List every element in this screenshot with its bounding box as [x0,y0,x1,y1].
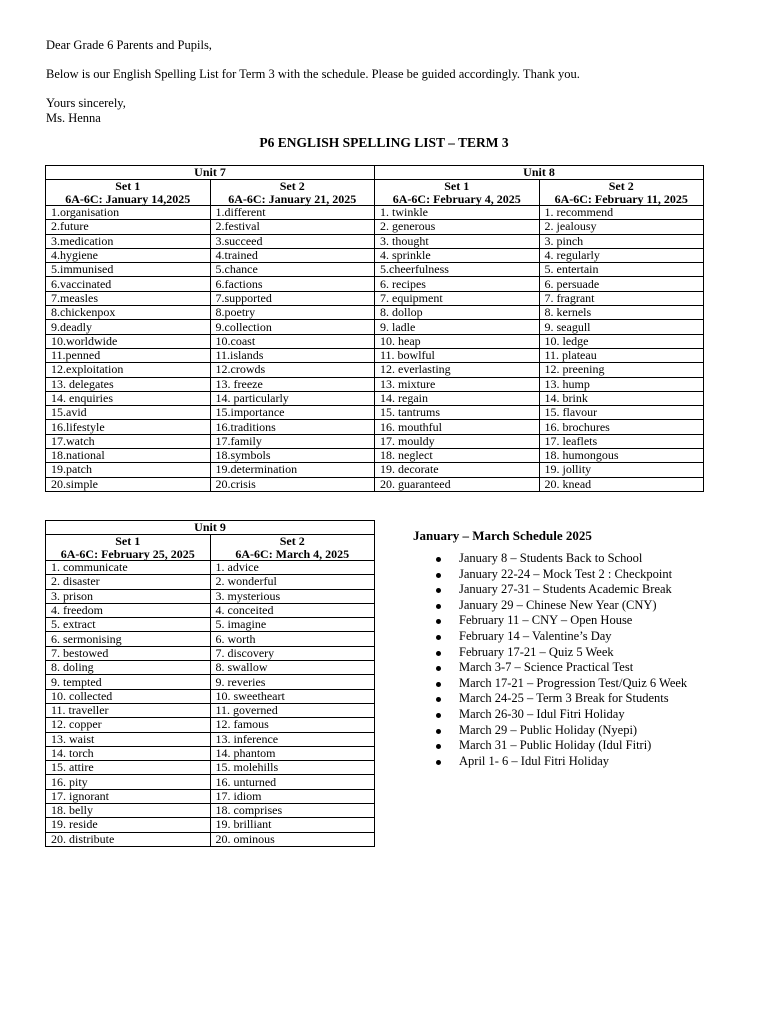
set-name: Set 2 [608,179,634,193]
schedule-list [430,551,730,769]
spelling-word: 11.penned [46,348,211,362]
spelling-word: 2.future [46,220,211,234]
table-row [46,818,375,832]
set-date: 6A-6C: February 11, 2025 [554,191,688,206]
spelling-word: 12. preening [539,363,704,377]
table-row [46,603,375,617]
spelling-word: 10. heap [375,334,540,348]
spelling-word: 15.avid [46,406,211,420]
spelling-word: 2.festival [210,220,375,234]
schedule-item-text: January 8 – Students Back to School [459,551,643,565]
spelling-table-units-7-8 [45,165,704,492]
spelling-word: 18.national [46,449,211,463]
spelling-word: 1.organisation [46,206,211,220]
set-header [46,180,211,206]
table-row [46,391,704,405]
table-row [46,761,375,775]
spelling-word: 12.exploitation [46,363,211,377]
schedule-item [430,754,730,770]
spelling-word: 15. molehills [210,761,375,775]
table-row [46,206,704,220]
bullet-icon [436,760,441,765]
table-row [46,420,704,434]
spelling-word: 5.cheerfulness [375,263,540,277]
schedule-item-text: April 1- 6 – Idul Fitri Holiday [459,753,609,768]
schedule-item-text: January 27-31 – Students Academic Break [459,582,672,597]
spelling-word: 5. extract [46,618,211,632]
table-row [46,363,704,377]
table-row [46,377,704,391]
spelling-word: 19. brilliant [210,818,375,832]
page-title: P6 ENGLISH SPELLING LIST – TERM 3 [259,135,509,150]
table-body [46,206,704,492]
table-row [46,832,375,846]
schedule-item-text: February 11 – CNY – Open House [459,613,633,628]
unit-header: Unit 8 [375,166,704,180]
schedule-item [430,582,730,598]
spelling-word: 7. bestowed [46,646,211,660]
spelling-word: 14. regain [375,391,540,405]
bullet-icon [436,635,441,640]
spelling-word: 6.vaccinated [46,277,211,291]
spelling-word: 16. mouthful [375,420,540,434]
bullet-icon [436,651,441,656]
spelling-word: 6. persuade [539,277,704,291]
spelling-word: 17. mouldy [375,434,540,448]
set-name: Set 2 [279,534,305,548]
table-row [46,632,375,646]
schedule-item-text: February 17-21 – Quiz 5 Week [459,644,614,659]
spelling-word: 10. sweetheart [210,689,375,703]
spelling-word: 19. jollity [539,463,704,477]
spelling-word: 15. flavour [539,406,704,420]
table-row [46,434,704,448]
schedule-item [430,738,730,754]
spelling-word: 20. distribute [46,832,211,846]
bullet-icon [436,744,441,749]
spelling-word: 4.hygiene [46,248,211,262]
spelling-word: 4. regularly [539,248,704,262]
set-date: 6A-6C: January 21, 2025 [228,191,357,206]
spelling-word: 1. recommend [539,206,704,220]
spelling-word: 2. disaster [46,575,211,589]
spelling-word: 2. wonderful [210,575,375,589]
set-date: 6A-6C: January 14,2025 [65,191,191,206]
spelling-word: 11. plateau [539,348,704,362]
spelling-word: 20.simple [46,477,211,491]
letter [46,38,726,126]
bullet-icon [436,666,441,671]
spelling-word: 5.chance [210,263,375,277]
set-date: 6A-6C: February 4, 2025 [392,191,521,206]
spelling-word: 16.lifestyle [46,420,211,434]
schedule-item [430,676,730,692]
spelling-word: 18. humongous [539,449,704,463]
table-row [46,449,704,463]
spelling-word: 5. entertain [539,263,704,277]
spelling-word: 1. communicate [46,561,211,575]
spelling-word: 17. leaflets [539,434,704,448]
schedule-item [430,598,730,614]
spelling-word: 19. reside [46,818,211,832]
spelling-word: 12. everlasting [375,363,540,377]
spelling-word: 18. neglect [375,449,540,463]
spelling-word: 14. phantom [210,746,375,760]
spelling-word: 14. enquiries [46,391,211,405]
table-row [46,646,375,660]
set-header [539,180,704,206]
schedule-item-text: January 22-24 – Mock Test 2 : Checkpoint [459,566,673,581]
spelling-word: 7.measles [46,291,211,305]
table-row [46,589,375,603]
spelling-word: 17.family [210,434,375,448]
table-row [46,248,704,262]
set-name: Set 1 [115,534,141,548]
spelling-word: 18.symbols [210,449,375,463]
spelling-word: 9. tempted [46,675,211,689]
bullet-icon [436,713,441,718]
spelling-word: 9. reveries [210,675,375,689]
table-row [46,348,704,362]
spelling-word: 20. guaranteed [375,477,540,491]
table-row [46,789,375,803]
table-row [46,575,375,589]
spelling-word: 13. waist [46,732,211,746]
schedule-item [430,660,730,676]
set-header [46,535,211,561]
spelling-word: 6. recipes [375,277,540,291]
spelling-word: 5. imagine [210,618,375,632]
spelling-word: 11. bowlful [375,348,540,362]
spelling-word: 15. attire [46,761,211,775]
spelling-word: 9. seagull [539,320,704,334]
schedule-item [430,629,730,645]
spelling-word: 13. freeze [210,377,375,391]
table-row [46,277,704,291]
spelling-word: 2. jealousy [539,220,704,234]
unit-header: Unit 9 [46,521,375,535]
spelling-word: 17. idiom [210,789,375,803]
bullet-icon [436,619,441,624]
spelling-word: 4. sprinkle [375,248,540,262]
table-row [46,661,375,675]
spelling-word: 1. twinkle [375,206,540,220]
spelling-word: 20.crisis [210,477,375,491]
set-date: 6A-6C: March 4, 2025 [235,546,350,561]
bullet-icon [436,573,441,578]
spelling-word: 14. torch [46,746,211,760]
table-row [46,291,704,305]
table-row [46,689,375,703]
table-row [46,306,704,320]
schedule-item [430,723,730,739]
spelling-word: 3.medication [46,234,211,248]
spelling-word: 9. ladle [375,320,540,334]
schedule-item-text: March 24-25 – Term 3 Break for Students [459,691,669,706]
schedule-item [430,551,730,567]
spelling-word: 20. ominous [210,832,375,846]
spelling-word: 20. knead [539,477,704,491]
spelling-word: 7. fragrant [539,291,704,305]
letter-body: Below is our English Spelling List for Term 3 with the schedule. Please be guided accordingly. Thank you. [46,67,580,81]
spelling-word: 16.traditions [210,420,375,434]
table-row [46,463,704,477]
set-name: Set 1 [115,179,141,193]
spelling-word: 19. decorate [375,463,540,477]
schedule-item-text: February 14 – Valentine’s Day [459,628,612,643]
table-row [46,406,704,420]
spelling-word: 8. swallow [210,661,375,675]
spelling-word: 11. traveller [46,703,211,717]
table-row [46,703,375,717]
table-row [46,618,375,632]
spelling-word: 3. prison [46,589,211,603]
schedule-item-text: March 3-7 – Science Practical Test [459,660,634,675]
schedule-item [430,707,730,723]
schedule-item-text: January 29 – Chinese New Year (CNY) [459,597,657,612]
bullet-icon [436,729,441,734]
table-row [46,732,375,746]
bullet-icon [436,682,441,687]
spelling-word: 10. ledge [539,334,704,348]
schedule-item [430,691,730,707]
letter-greeting: Dear Grade 6 Parents and Pupils, [46,38,212,52]
schedule-item [430,645,730,661]
spelling-word: 6. worth [210,632,375,646]
spelling-word: 3. pinch [539,234,704,248]
spelling-word: 16. unturned [210,775,375,789]
set-date: 6A-6C: February 25, 2025 [60,546,195,561]
table-row [46,746,375,760]
set-name: Set 2 [279,179,305,193]
bullet-icon [436,588,441,593]
schedule-item-text: March 29 – Public Holiday (Nyepi) [459,722,638,737]
spelling-word: 3. thought [375,234,540,248]
unit-header: Unit 7 [46,166,375,180]
spelling-word: 18. comprises [210,804,375,818]
spelling-word: 10. collected [46,689,211,703]
table-row [46,263,704,277]
spelling-word: 8. dollop [375,306,540,320]
bullet-icon [436,604,441,609]
schedule-item [430,567,730,583]
spelling-word: 7.supported [210,291,375,305]
table-row [46,775,375,789]
schedule-item [430,613,730,629]
spelling-word: 15.importance [210,406,375,420]
bullet-icon [436,557,441,562]
spelling-word: 10.coast [210,334,375,348]
spelling-word: 10.worldwide [46,334,211,348]
spelling-word: 16. pity [46,775,211,789]
spelling-word: 13. delegates [46,377,211,391]
set-header [210,180,375,206]
spelling-word: 2. generous [375,220,540,234]
spelling-word: 17.watch [46,434,211,448]
spelling-word: 9.collection [210,320,375,334]
schedule-item-text: March 31 – Public Holiday (Idul Fitri) [459,738,652,753]
spelling-word: 8.chickenpox [46,306,211,320]
spelling-word: 18. belly [46,804,211,818]
spelling-word: 6.factions [210,277,375,291]
spelling-word: 12. copper [46,718,211,732]
table-row [46,320,704,334]
spelling-word: 15. tantrums [375,406,540,420]
spelling-word: 8.poetry [210,306,375,320]
spelling-word: 9.deadly [46,320,211,334]
table-body [46,561,375,847]
spelling-word: 3. mysterious [210,589,375,603]
schedule-item-text: March 17-21 – Progression Test/Quiz 6 Week [459,675,688,690]
table-row [46,220,704,234]
schedule-item-text: March 26-30 – Idul Fitri Holiday [459,706,625,721]
spelling-word: 14. particularly [210,391,375,405]
spelling-word: 11.islands [210,348,375,362]
table-row [46,675,375,689]
spelling-word: 7. equipment [375,291,540,305]
spelling-word: 8. doling [46,661,211,675]
spelling-word: 4.trained [210,248,375,262]
spelling-word: 6. sermonising [46,632,211,646]
spelling-word: 1. advice [210,561,375,575]
spelling-word: 14. brink [539,391,704,405]
spelling-word: 3.succeed [210,234,375,248]
set-header [210,535,375,561]
spelling-word: 13. mixture [375,377,540,391]
spelling-word: 19.patch [46,463,211,477]
spelling-word: 11. governed [210,703,375,717]
spelling-word: 5.immunised [46,263,211,277]
table-row [46,234,704,248]
table-row [46,804,375,818]
spelling-word: 1.different [210,206,375,220]
spelling-word: 4. freedom [46,603,211,617]
schedule-title: January – March Schedule 2025 [413,528,592,543]
spelling-word: 7. discovery [210,646,375,660]
spelling-word: 19.determination [210,463,375,477]
spelling-table-unit-9 [45,520,375,847]
spelling-word: 4. conceited [210,603,375,617]
spelling-word: 16. brochures [539,420,704,434]
table-row [46,718,375,732]
spelling-word: 17. ignorant [46,789,211,803]
bullet-icon [436,697,441,702]
spelling-word: 8. kernels [539,306,704,320]
letter-signature: Ms. Henna [46,111,101,125]
spelling-word: 12. famous [210,718,375,732]
set-header [375,180,540,206]
spelling-word: 12.crowds [210,363,375,377]
spelling-word: 13. inference [210,732,375,746]
table-row [46,561,375,575]
letter-closing: Yours sincerely, [46,96,126,110]
table-row [46,334,704,348]
spelling-word: 13. hump [539,377,704,391]
set-name: Set 1 [444,179,470,193]
table-row [46,477,704,491]
